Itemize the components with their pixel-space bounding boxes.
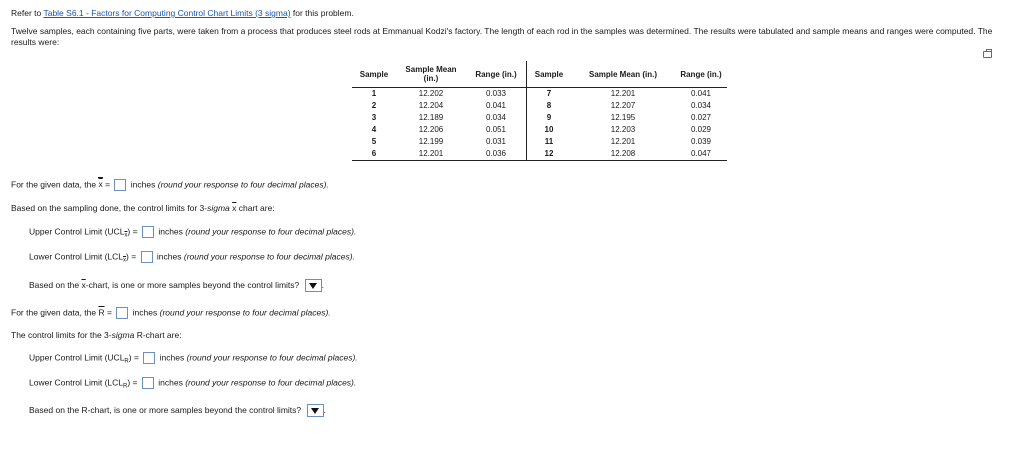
sample-mean-cell: 12.201 [610,137,636,146]
rchart-question: Based on the R-chart, is one or more samples beyond the control limits? . [29,404,326,417]
sample-range-cell: 0.041 [485,101,507,110]
rchart-answer-dropdown[interactable] [307,404,324,417]
sample-range-cell: 0.034 [485,113,507,122]
ucl-x-question: Upper Control Limit $(UCL_{\overline{x}})$ = inches (round your response to four decimal places). [29,226,357,239]
xbarbar-question: For the given data, the $\overline{x}$ = inches (round your response to four decimal places). [11,179,329,190]
lcl-r-question: Lower Control Limit $(LCL_R)$ = inches (round your response to four decimal places). [29,377,357,390]
sample-number-cell: 10 [527,124,572,136]
sample-number-cell: 2 [371,101,377,110]
sample-number-cell: 5 [371,137,377,146]
table-row [352,124,727,136]
rbar-question: For the given data, the $\overline{R}$ = inches (round your response to four decimal places). [11,307,331,318]
ucl-r-input[interactable] [143,352,155,364]
lcl-x-question: Lower Control Limit $(LCL_{\overline{x}})$ = inches (round your response to four decimal places). [29,251,355,264]
problem-description: Twelve samples, each containing five parts, were taken from a process that produces steel rods at Emmanual Kodzi's factory. The length of each rod in the samples was determined. The results were tabulated and sample means and ranges were computed. The results were: [11,26,993,47]
sample-number-cell: 9 [527,112,572,124]
header-range-1: Range (in.) [466,61,527,88]
sample-range-cell: 0.051 [485,125,507,134]
sample-range-cell: 0.027 [690,113,712,122]
sample-range-cell: 0.034 [690,101,712,110]
xchart-answer-dropdown[interactable] [305,279,322,292]
ucl-r-question: Upper Control Limit $(UCL_R)$ = inches (round your response to four decimal places). [29,352,358,365]
header-sample-mean-1: Sample Mean (in.) [396,61,466,88]
header-sample-1: Sample [352,61,396,88]
table-row [352,112,727,124]
lcl-x-input[interactable] [141,251,153,263]
sample-mean-cell: 12.199 [418,137,444,146]
xchart-question: Based on the $\overline{x}$-chart, is one or more samples beyond the control limits? . [29,279,324,292]
table-reference-link[interactable]: Table S6.1 - Factors for Computing Control Chart Limits (3 sigma) [43,8,291,18]
table-row [352,136,727,148]
sample-range-cell: 0.041 [690,89,712,98]
table-row [352,88,727,101]
sample-mean-cell: 12.203 [610,125,636,134]
sample-mean-cell: 12.201 [396,148,466,161]
rchart-heading: The control limits for the 3-sigma R-chart are: [11,330,182,340]
intro-line: Refer to Table S6.1 - Factors for Computing Control Chart Limits (3 sigma) for this problem. [11,8,354,18]
sample-mean-cell: 12.189 [418,113,444,122]
header-sample-2: Sample [527,61,572,88]
sample-number-cell: 1 [371,89,377,98]
rbar-input[interactable] [116,307,128,319]
xbarbar-input[interactable] [114,179,126,191]
sample-mean-cell: 12.202 [418,89,444,98]
table-row [352,100,727,112]
sample-number-cell: 4 [371,125,377,134]
lcl-r-input[interactable] [142,377,154,389]
xchart-heading: Based on the sampling done, the control limits for 3-sigma $\overline{x}$ chart are: [11,203,275,213]
sample-number-cell: 11 [527,136,572,148]
ucl-x-input[interactable] [142,226,154,238]
header-sample-mean-2: Sample Mean (in.) [571,61,675,88]
sample-mean-cell: 12.206 [418,125,444,134]
sample-mean-cell: 12.204 [418,101,444,110]
sample-number-cell: 8 [527,100,572,112]
sample-mean-cell: 12.207 [610,101,636,110]
header-range-2: Range (in.) [675,61,727,88]
sample-range-cell: 0.036 [466,148,527,161]
copy-table-icon[interactable] [983,51,992,58]
sample-number-cell: 3 [371,113,377,122]
sample-number-cell: 12 [527,148,572,161]
sample-number-cell: 6 [352,148,396,161]
sample-number-cell: 7 [527,88,572,101]
sample-range-cell: 0.031 [485,137,507,146]
sample-range-cell: 0.033 [485,89,507,98]
sample-range-cell: 0.029 [690,125,712,134]
sample-mean-cell: 12.208 [571,148,675,161]
sample-range-cell: 0.047 [675,148,727,161]
sample-data-table [352,61,727,161]
table-row [352,148,727,161]
sample-mean-cell: 12.195 [610,113,636,122]
sample-mean-cell: 12.201 [610,89,636,98]
sample-range-cell: 0.039 [690,137,712,146]
